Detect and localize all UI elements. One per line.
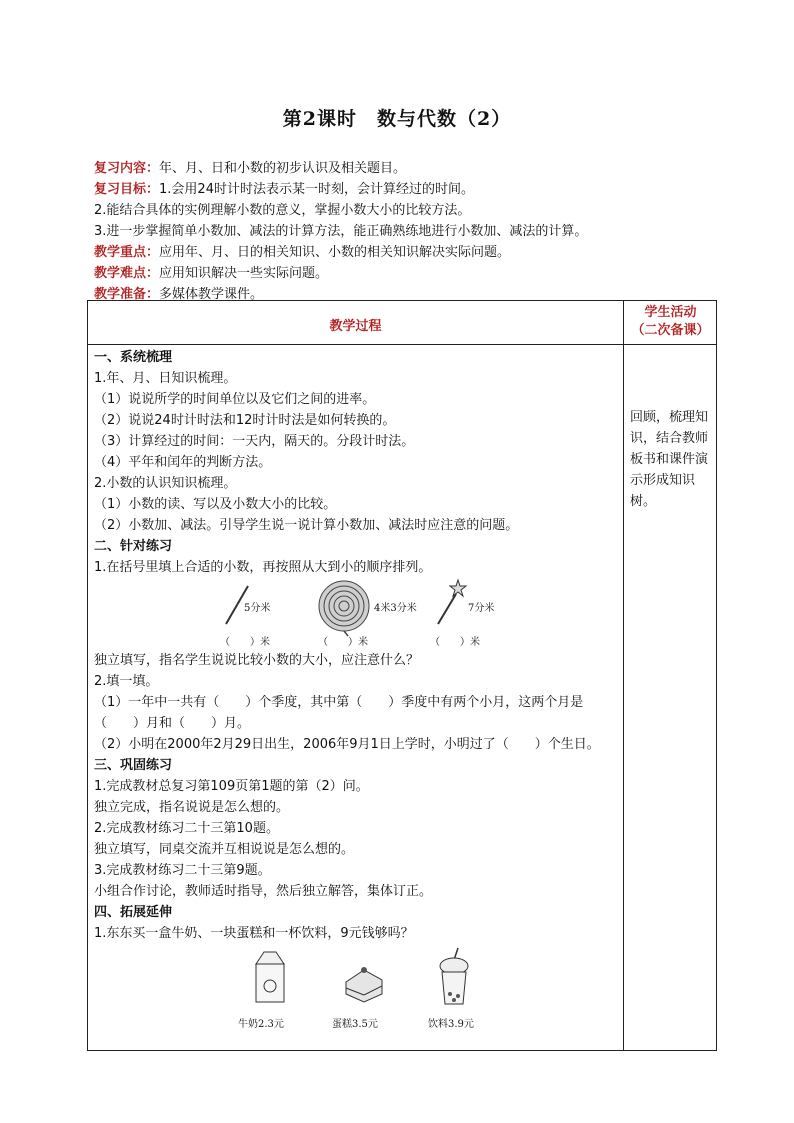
figure-blank: （ ）米 (318, 637, 368, 648)
process-line: （2）小明在2000年2月29日出生，2006年9月1日上学时，小明过了（ ）个生日。 (94, 737, 600, 752)
column-divider (623, 301, 624, 1050)
price-figure (94, 950, 618, 1032)
section-heading: 一、系统梳理 (94, 350, 173, 365)
process-line: （2）小数加、减法。引导学生说一说计算小数加、减法时应注意的问题。 (94, 518, 519, 533)
process-line: 2.小数的认识知识梳理。 (94, 476, 237, 491)
star-wand-icon (434, 578, 464, 626)
process-lines-part1 (94, 347, 618, 578)
process-line: 1.完成教材总复习第109页第1题的第（2）问。 (94, 779, 369, 794)
drink-cup-icon (436, 946, 472, 1006)
cake-icon (342, 964, 386, 1004)
process-line: 2.填一填。 (94, 674, 159, 689)
section-heading: 三、巩固练习 (94, 758, 173, 773)
figure-blank: （ ）米 (430, 637, 480, 648)
milk-carton-icon (252, 950, 288, 1004)
process-line: 1.东东买一盒牛奶、一块蛋糕和一杯饮料，9元钱够吗？ (94, 926, 414, 941)
meta-goal-3: 3.进一步掌握简单小数加、减法的计算方法，能正确熟练地进行小数加、减法的计算。 (94, 224, 588, 239)
process-line: （1）小数的读、写以及小数大小的比较。 (94, 497, 337, 512)
process-line: 独立完成，指名说说是怎么想的。 (94, 800, 290, 815)
student-activity-note: 回顾，梳理知识，结合教师板书和课件演示形成知识树。 (630, 410, 709, 509)
price-label: 蛋糕3.5元 (332, 1019, 378, 1030)
process-line: （1）一年中一共有（ ）个季度，其中第（ ）季度中有两个小月，这两个月是（ ）月和（ ）月。 (94, 695, 584, 731)
header-student-activity: 学生活动 （二次备课） (631, 305, 710, 338)
process-content (94, 347, 618, 1032)
figure-label: 4米3分米 (374, 603, 417, 614)
process-line: 3.完成教材练习二十三第9题。 (94, 863, 271, 878)
meta-key-point: 教学重点：应用年、月、日的相关知识、小数的相关知识解决实际问题。 (94, 245, 511, 260)
process-line: 2.完成教材练习二十三第10题。 (94, 821, 279, 836)
process-line: 1.年、月、日知识梳理。 (94, 371, 237, 386)
figure-label: 7分米 (468, 603, 495, 614)
process-line: 小组合作讨论，教师适时指导，然后独立解答，集体订正。 (94, 884, 433, 899)
process-line: （1）说说所学的时间单位以及它们之间的进率。 (94, 392, 376, 407)
process-line: （4）平年和闰年的判断方法。 (94, 455, 272, 470)
header-teaching-process: 教学过程 (329, 319, 382, 334)
figure-blank: （ ）米 (220, 637, 270, 648)
section-heading: 四、拓展延伸 (94, 905, 173, 920)
process-line: 独立填写，指名学生说说比较小数的大小，应注意什么？ (94, 653, 420, 668)
process-line: 1.在括号里填上合适的小数，再按照从大到小的顺序排列。 (94, 560, 432, 575)
price-label: 饮料3.9元 (428, 1019, 474, 1030)
meta-content: 复习内容：年、月、日和小数的初步认识及相关题目。 (94, 161, 407, 176)
meta-block (94, 158, 734, 305)
price-label: 牛奶2.3元 (238, 1019, 284, 1030)
meta-preparation: 教学准备：多媒体教学课件。 (94, 287, 264, 302)
rope-coil-icon (316, 580, 376, 636)
process-line: （2）说说24时计时法和12时计时法是如何转换的。 (94, 413, 396, 428)
page-title: 第2课时 数与代数（2） (282, 108, 512, 130)
meta-goal-1: 复习目标：1.会用24时计时法表示某一时刻，会计算经过的时间。 (94, 182, 474, 197)
meta-difficulty: 教学难点：应用知识解决一些实际问题。 (94, 266, 329, 281)
lesson-table (87, 300, 717, 1051)
header-divider (88, 344, 716, 345)
length-figure (94, 582, 618, 648)
section-heading: 二、针对练习 (94, 539, 173, 554)
process-line: （3）计算经过的时间：一天内，隔天的。分段计时法。 (94, 434, 415, 449)
figure-label: 5分米 (244, 603, 271, 614)
process-lines-part2 (94, 650, 618, 944)
meta-goal-2: 2.能结合具体的实例理解小数的意义，掌握小数大小的比较方法。 (94, 203, 471, 218)
process-line: 独立填写，同桌交流并互相说说是怎么想的。 (94, 842, 355, 857)
